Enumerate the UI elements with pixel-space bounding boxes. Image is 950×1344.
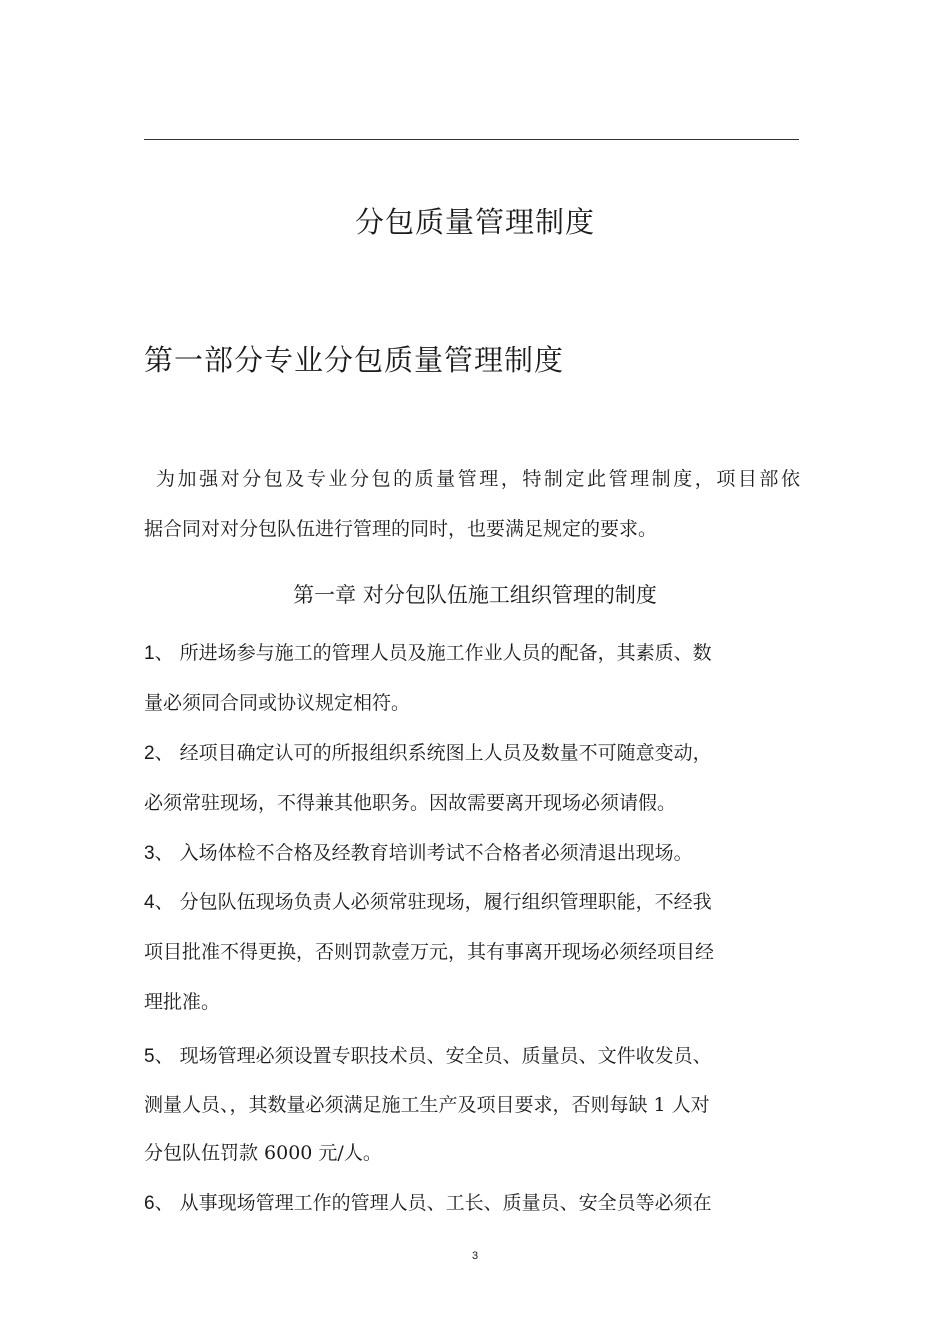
list-item-5-line-1 [144,1041,712,1068]
part-title: 第一部分专业分包质量管理制度 [144,343,565,377]
item-number: 1、 [144,643,174,664]
item-number: 6、 [144,1193,174,1214]
list-item-2-line-2: 必须常驻现场，不得兼其他职务。因故需要离开现场必须请假。 [144,792,677,814]
item-number: 4、 [144,892,174,913]
list-item-5-line-3: 分包队伍罚款 6000 元/人。 [144,1142,382,1164]
item-text: 入场体检不合格及经教育培训考试不合格者必须清退出现场。 [179,842,693,864]
list-item-5-line-2: 测量人员、，其数量必须满足施工生产及项目要求，否则每缺 1 人对 [144,1094,710,1116]
list-item-3-line-1 [144,838,693,865]
item-text: 分包队伍现场负责人必须常驻现场，履行组织管理职能，不经我 [179,891,712,913]
item-number: 2、 [144,743,174,764]
intro-line-1: 为加强对分包及专业分包的质量管理，特制定此管理制度，项目部依 [156,468,800,490]
list-item-1-line-2: 量必须同合同或协议规定相符。 [144,692,411,714]
item-text: 经项目确定认可的所报组织系统图上人员及数量不可随意变动， [179,742,712,764]
header-rule [144,139,799,140]
list-item-1-line-1 [144,638,712,665]
item-text: 从事现场管理工作的管理人员、工长、质量员、安全员等必须在 [179,1192,712,1214]
list-item-4-line-2: 项目批准不得更换，否则罚款壹万元，其有事离开现场必须经项目经 [144,941,715,963]
item-number: 3、 [144,843,174,864]
item-text: 现场管理必须设置专职技术员、安全员、质量员、文件收发员、 [179,1045,712,1067]
list-item-2-line-1 [144,738,712,765]
item-text: 所进场参与施工的管理人员及施工作业人员的配备，其素质、数 [179,642,712,664]
intro-line-2: 据合同对对分包队伍进行管理的同时，也要满足规定的要求。 [144,518,658,540]
list-item-4-line-1 [144,887,712,914]
list-item-4-line-3: 理批准。 [144,991,221,1013]
chapter-title: 第一章 对分包队伍施工组织管理的制度 [293,583,657,607]
page-number: 3 [471,1250,479,1262]
item-number: 5、 [144,1046,174,1067]
list-item-6-line-1 [144,1188,712,1215]
document-title: 分包质量管理制度 [354,205,595,239]
